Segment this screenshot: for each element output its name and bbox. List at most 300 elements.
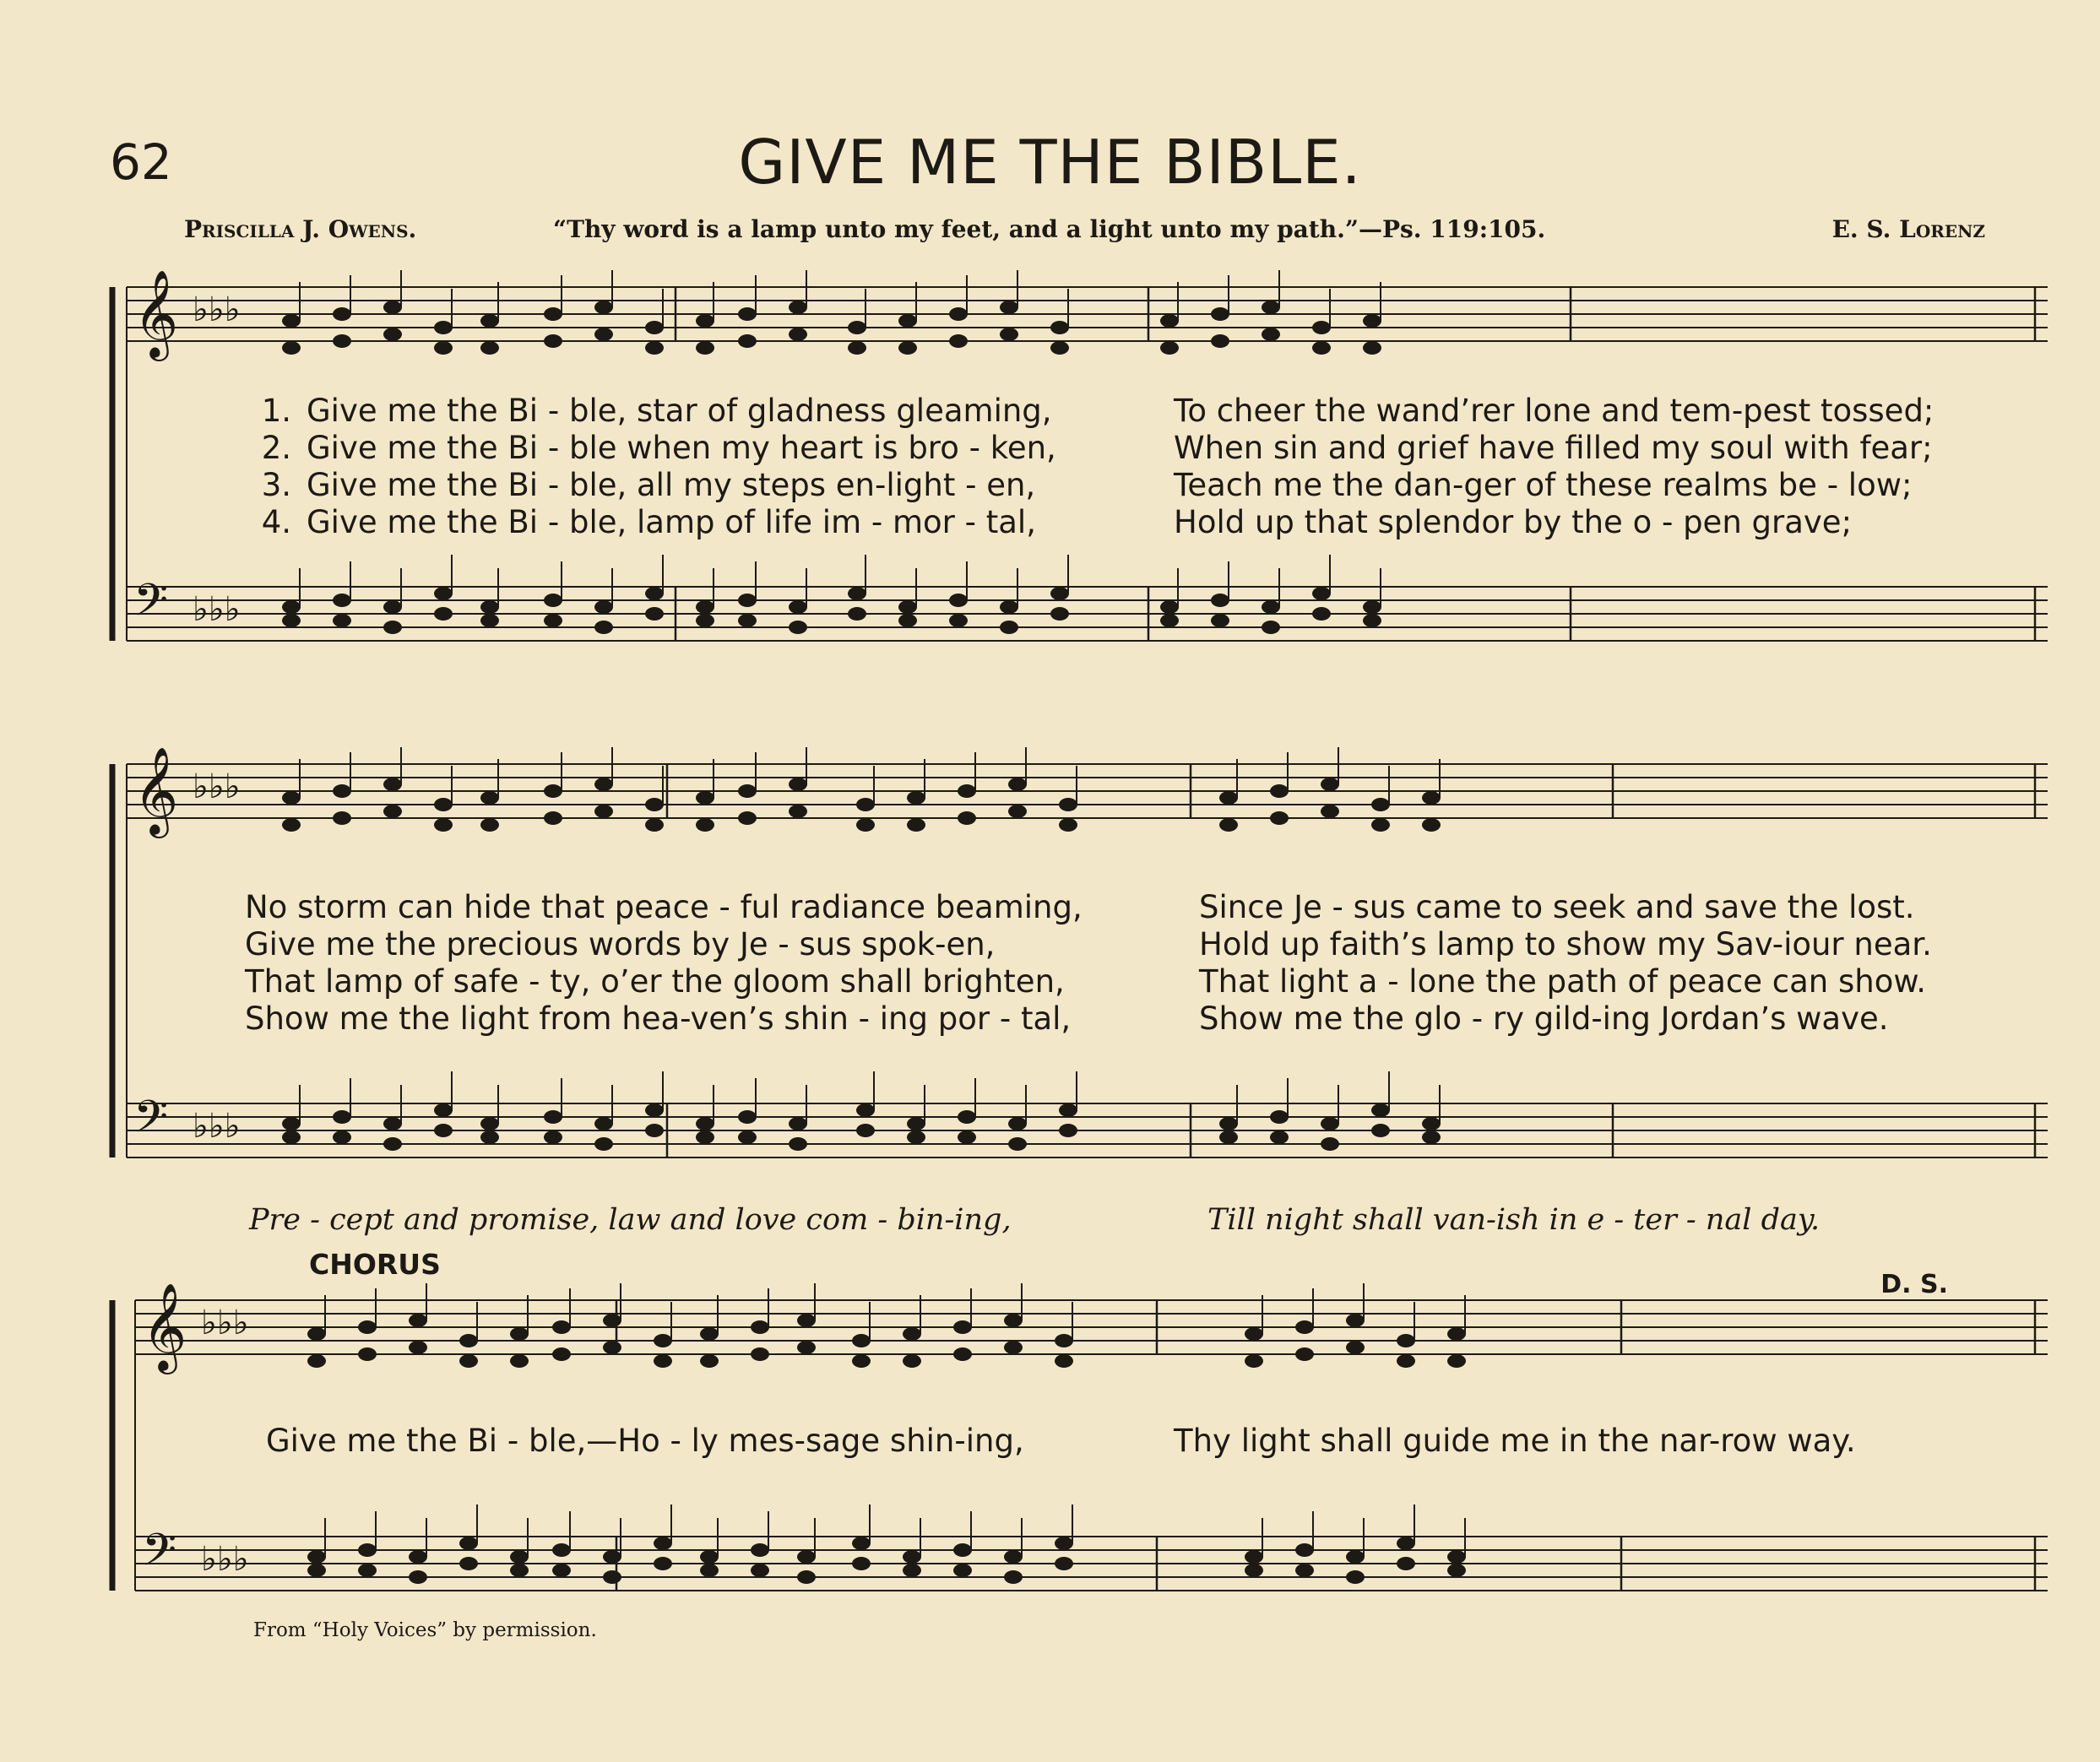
note-head <box>383 328 402 341</box>
verse-line <box>241 467 1035 503</box>
note-head <box>645 587 664 600</box>
note-head <box>700 1327 719 1341</box>
note-head <box>358 1564 377 1577</box>
note-head <box>409 1341 427 1354</box>
note-head <box>383 600 402 614</box>
note-head <box>282 341 301 355</box>
note-head <box>848 587 866 600</box>
verse-number: 4. <box>261 504 291 540</box>
note-head <box>1008 805 1027 818</box>
note-head <box>696 791 714 805</box>
note-head <box>1262 301 1280 314</box>
note-head <box>544 614 562 627</box>
note-head <box>958 811 976 825</box>
note-head <box>1346 1314 1365 1327</box>
note-head <box>544 811 562 825</box>
note-head <box>1371 1103 1390 1117</box>
note-head <box>434 798 453 811</box>
note-head <box>603 1341 621 1354</box>
note-head <box>1363 341 1381 355</box>
note-head <box>953 1543 972 1557</box>
note-head <box>1363 600 1381 614</box>
note-head <box>544 784 562 798</box>
note-head <box>1004 1550 1023 1564</box>
note-head <box>852 1334 871 1347</box>
note-head <box>654 1334 672 1347</box>
lyric-a: Give me the Bi - ble, star of gladness gleaming, <box>307 393 1052 429</box>
note-head <box>594 600 613 614</box>
note-head <box>898 314 917 328</box>
note-head <box>510 1550 529 1564</box>
note-head <box>282 1130 301 1144</box>
note-head <box>1211 594 1229 607</box>
note-head <box>898 614 917 627</box>
note-head <box>1447 1550 1466 1564</box>
note-head <box>958 1130 976 1144</box>
note-head <box>409 1314 427 1327</box>
note-head <box>1000 600 1018 614</box>
key-signature-icon: ♭♭♭ <box>201 1304 249 1342</box>
note-head <box>645 341 664 355</box>
note-head <box>856 818 875 832</box>
note-head <box>282 791 301 805</box>
note-head <box>903 1564 921 1577</box>
lyric-b: That light a - lone the path of peace can show. <box>1199 963 1926 1000</box>
note-head <box>1397 1334 1415 1347</box>
note-head <box>282 600 301 614</box>
music-system-1 <box>106 270 2056 692</box>
note-head <box>1321 1117 1339 1130</box>
note-head <box>751 1564 769 1577</box>
note-head <box>797 1550 816 1564</box>
note-head <box>949 307 968 321</box>
note-head <box>1295 1543 1314 1557</box>
note-head <box>907 1130 925 1144</box>
lyric-a: Give me the precious words by Je - sus spok-en, <box>245 926 996 962</box>
chorus-lyric-a: Give me the Bi - ble,—Ho - ly mes-sage shin-ing, <box>266 1423 1024 1459</box>
music-system-3 <box>106 1283 2056 1604</box>
note-head <box>552 1564 571 1577</box>
lyric-a: That lamp of safe - ty, o’er the gloom shall brighten, <box>245 963 1065 1000</box>
note-head <box>552 1347 571 1361</box>
key-signature-icon: ♭♭♭ <box>193 1107 241 1146</box>
note-head <box>1245 1564 1263 1577</box>
note-head <box>738 594 757 607</box>
verse-number: 2. <box>261 430 291 466</box>
note-head <box>594 1117 613 1130</box>
note-head <box>1050 321 1069 334</box>
note-head <box>852 1537 871 1550</box>
note-head <box>1211 334 1229 348</box>
note-head <box>1295 1347 1314 1361</box>
note-head <box>1050 587 1069 600</box>
lyric-b: To cheer the wand’rer lone and tem-pest tossed; <box>1174 393 1934 429</box>
page-number: 62 <box>110 133 172 191</box>
note-head <box>1008 1117 1027 1130</box>
note-head <box>1346 1341 1365 1354</box>
note-head <box>1059 798 1077 811</box>
note-head <box>903 1327 921 1341</box>
note-head <box>696 1130 714 1144</box>
note-head <box>645 607 664 621</box>
note-head <box>383 805 402 818</box>
note-head <box>696 1117 714 1130</box>
lyric-b: When sin and grief have filled my soul with fear; <box>1174 430 1933 466</box>
note-head <box>949 614 968 627</box>
note-head <box>789 301 807 314</box>
note-head <box>700 1550 719 1564</box>
note-head <box>307 1550 326 1564</box>
note-head <box>480 600 499 614</box>
note-head <box>1245 1354 1263 1368</box>
note-head <box>645 1103 664 1117</box>
note-head <box>700 1564 719 1577</box>
note-head <box>645 321 664 334</box>
note-head <box>333 1110 351 1124</box>
note-head <box>738 784 757 798</box>
note-head <box>1371 818 1390 832</box>
note-head <box>434 341 453 355</box>
note-head <box>696 818 714 832</box>
note-head <box>544 1130 562 1144</box>
note-head <box>1050 607 1069 621</box>
note-head <box>594 1137 613 1151</box>
note-head <box>856 1124 875 1137</box>
note-head <box>282 818 301 832</box>
note-head <box>459 1354 478 1368</box>
note-head <box>797 1314 816 1327</box>
note-head <box>903 1550 921 1564</box>
note-head <box>409 1570 427 1584</box>
note-head <box>1363 614 1381 627</box>
dal-segno-label: D. S. <box>1880 1270 1948 1299</box>
note-head <box>1447 1354 1466 1368</box>
verse-line <box>241 430 1056 466</box>
note-head <box>1055 1537 1073 1550</box>
note-head <box>898 341 917 355</box>
note-head <box>333 614 351 627</box>
note-head <box>1346 1570 1365 1584</box>
note-head <box>1397 1354 1415 1368</box>
note-head <box>1055 1354 1073 1368</box>
note-head <box>1059 818 1077 832</box>
author-credit: Priscilla J. Owens. <box>184 215 417 243</box>
note-head <box>645 1124 664 1137</box>
note-head <box>1363 314 1381 328</box>
note-head <box>1270 1130 1289 1144</box>
note-head <box>510 1564 529 1577</box>
note-head <box>907 1117 925 1130</box>
note-head <box>856 798 875 811</box>
treble-clef-icon: 𝄞 <box>142 1283 187 1371</box>
lyric-b: Teach me the dan-ger of these realms be - low; <box>1174 467 1913 503</box>
note-head <box>848 321 866 334</box>
note-head <box>738 614 757 627</box>
note-head <box>544 594 562 607</box>
note-head <box>333 334 351 348</box>
note-head <box>654 1557 672 1570</box>
note-head <box>434 1103 453 1117</box>
note-head <box>1245 1327 1263 1341</box>
bass-clef-icon: 𝄢 <box>133 1092 169 1154</box>
note-head <box>282 1117 301 1130</box>
note-head <box>282 314 301 328</box>
note-head <box>751 1543 769 1557</box>
note-head <box>358 1543 377 1557</box>
verse-number: 3. <box>261 467 291 503</box>
note-head <box>1295 1564 1314 1577</box>
note-head <box>1008 778 1027 791</box>
verse-line <box>241 393 1052 429</box>
note-head <box>1004 1341 1023 1354</box>
music-system-2 <box>106 747 2056 1254</box>
note-head <box>1262 621 1280 634</box>
note-head <box>696 614 714 627</box>
note-head <box>789 328 807 341</box>
note-head <box>1004 1314 1023 1327</box>
note-head <box>603 1314 621 1327</box>
note-head <box>510 1354 529 1368</box>
note-head <box>953 1564 972 1577</box>
note-head <box>383 301 402 314</box>
lyric-b: Hold up that splendor by the o - pen grave; <box>1174 504 1853 540</box>
note-head <box>738 307 757 321</box>
bass-staff <box>127 1092 2048 1157</box>
note-head <box>333 307 351 321</box>
note-head <box>1055 1557 1073 1570</box>
note-head <box>1321 805 1339 818</box>
note-head <box>1422 1130 1441 1144</box>
lyric-a: No storm can hide that peace - ful radiance beaming, <box>245 889 1083 925</box>
treble-clef-icon: 𝄞 <box>133 270 179 358</box>
note-head <box>1312 587 1331 600</box>
lyric-a: Give me the Bi - ble, lamp of life im - mor - tal, <box>307 504 1036 540</box>
note-head <box>949 334 968 348</box>
note-head <box>789 805 807 818</box>
note-head <box>1219 1117 1238 1130</box>
note-head <box>789 1117 807 1130</box>
verse-number: 1. <box>261 393 291 429</box>
note-head <box>1008 1137 1027 1151</box>
note-head <box>307 1564 326 1577</box>
note-head <box>1295 1320 1314 1334</box>
note-head <box>856 1103 875 1117</box>
note-head <box>738 811 757 825</box>
note-head <box>696 341 714 355</box>
note-head <box>480 314 499 328</box>
note-head <box>898 600 917 614</box>
treble-clef-icon: 𝄞 <box>133 747 179 835</box>
note-head <box>333 594 351 607</box>
note-head <box>603 1550 621 1564</box>
note-head <box>1160 341 1179 355</box>
key-signature-icon: ♭♭♭ <box>193 767 241 806</box>
note-head <box>383 1117 402 1130</box>
note-head <box>848 341 866 355</box>
note-head <box>552 1320 571 1334</box>
note-head <box>1004 1570 1023 1584</box>
note-head <box>594 621 613 634</box>
note-head <box>1270 784 1289 798</box>
lyric-b: Since Je - sus came to seek and save the lost. <box>1199 889 1915 925</box>
composer-credit: E. S. Lorenz <box>1831 215 1985 243</box>
permission-credit: From “Holy Voices” by permission. <box>253 1619 597 1641</box>
chorus-lyric-b: Thy light shall guide me in the nar-row way. <box>1174 1423 1856 1459</box>
note-head <box>358 1320 377 1334</box>
note-head <box>738 1130 757 1144</box>
note-head <box>1219 818 1238 832</box>
note-head <box>1397 1557 1415 1570</box>
lyric-a: Give me the Bi - ble when my heart is bro - ken, <box>307 430 1056 466</box>
note-head <box>1219 1130 1238 1144</box>
note-head <box>434 607 453 621</box>
note-head <box>459 1557 478 1570</box>
note-head <box>1422 1117 1441 1130</box>
note-head <box>480 341 499 355</box>
note-head <box>409 1550 427 1564</box>
note-head <box>544 1110 562 1124</box>
refrain-lyric-b: Till night shall van-ish in e - ter - nal day. <box>1207 1203 1821 1237</box>
note-head <box>544 307 562 321</box>
note-head <box>751 1347 769 1361</box>
note-head <box>1160 614 1179 627</box>
note-head <box>434 321 453 334</box>
note-head <box>282 614 301 627</box>
note-head <box>434 587 453 600</box>
note-head <box>459 1334 478 1347</box>
note-head <box>1211 614 1229 627</box>
note-head <box>480 1130 499 1144</box>
treble-staff <box>135 1283 2048 1374</box>
note-head <box>594 805 613 818</box>
note-head <box>953 1320 972 1334</box>
note-head <box>383 1137 402 1151</box>
note-head <box>797 1570 816 1584</box>
note-head <box>434 1124 453 1137</box>
note-head <box>797 1341 816 1354</box>
note-head <box>333 784 351 798</box>
note-head <box>1371 798 1390 811</box>
note-head <box>1160 314 1179 328</box>
note-head <box>1321 778 1339 791</box>
bass-clef-icon: 𝄢 <box>142 1525 177 1587</box>
note-head <box>1000 328 1018 341</box>
page-title: GIVE ME THE BIBLE. <box>738 127 1362 198</box>
note-head <box>1422 791 1441 805</box>
note-head <box>594 778 613 791</box>
note-head <box>738 1110 757 1124</box>
note-head <box>434 818 453 832</box>
note-head <box>383 778 402 791</box>
note-head <box>1245 1550 1263 1564</box>
note-head <box>594 328 613 341</box>
verse-line <box>241 504 1036 540</box>
note-head <box>958 784 976 798</box>
note-head <box>907 818 925 832</box>
note-head <box>751 1320 769 1334</box>
treble-staff <box>127 270 2048 361</box>
note-head <box>789 600 807 614</box>
key-signature-icon: ♭♭♭ <box>193 290 241 329</box>
note-head <box>1312 607 1331 621</box>
note-head <box>645 818 664 832</box>
note-head <box>1219 791 1238 805</box>
note-head <box>358 1347 377 1361</box>
note-head <box>1321 1137 1339 1151</box>
note-head <box>789 778 807 791</box>
note-head <box>1000 621 1018 634</box>
note-head <box>552 1543 571 1557</box>
note-head <box>1059 1103 1077 1117</box>
note-head <box>1055 1334 1073 1347</box>
note-head <box>953 1347 972 1361</box>
note-head <box>696 600 714 614</box>
note-head <box>1059 1124 1077 1137</box>
note-head <box>1050 341 1069 355</box>
note-head <box>594 301 613 314</box>
chorus-label: CHORUS <box>309 1248 441 1281</box>
lyric-a: Show me the light from hea-ven’s shin - ing por - tal, <box>245 1000 1072 1037</box>
note-head <box>333 1130 351 1144</box>
note-head <box>383 621 402 634</box>
note-head <box>1160 600 1179 614</box>
note-head <box>645 798 664 811</box>
note-head <box>907 791 925 805</box>
lyric-b: Hold up faith’s lamp to show my Sav-iour near. <box>1199 926 1932 962</box>
bass-staff <box>127 575 2048 641</box>
note-head <box>738 334 757 348</box>
note-head <box>459 1537 478 1550</box>
note-head <box>700 1354 719 1368</box>
note-head <box>307 1354 326 1368</box>
note-head <box>1371 1124 1390 1137</box>
key-signature-icon: ♭♭♭ <box>201 1540 249 1579</box>
note-head <box>903 1354 921 1368</box>
note-head <box>1262 328 1280 341</box>
note-head <box>1312 321 1331 334</box>
note-head <box>696 314 714 328</box>
note-head <box>307 1327 326 1341</box>
note-head <box>510 1327 529 1341</box>
note-head <box>852 1557 871 1570</box>
note-head <box>1397 1537 1415 1550</box>
note-head <box>480 614 499 627</box>
key-signature-icon: ♭♭♭ <box>193 590 241 629</box>
note-head <box>1000 301 1018 314</box>
note-head <box>1211 307 1229 321</box>
note-head <box>480 1117 499 1130</box>
note-head <box>1270 811 1289 825</box>
note-head <box>1270 1110 1289 1124</box>
note-head <box>1422 818 1441 832</box>
note-head <box>654 1354 672 1368</box>
note-head <box>480 818 499 832</box>
bass-clef-icon: 𝄢 <box>133 575 169 637</box>
note-head <box>789 1137 807 1151</box>
note-head <box>480 791 499 805</box>
note-head <box>949 594 968 607</box>
note-head <box>958 1110 976 1124</box>
note-head <box>654 1537 672 1550</box>
note-head <box>1312 341 1331 355</box>
note-head <box>544 334 562 348</box>
refrain-lyric-a: Pre - cept and promise, law and love com - bin-ing, <box>249 1203 1012 1237</box>
note-head <box>848 607 866 621</box>
note-head <box>1447 1564 1466 1577</box>
note-head <box>333 811 351 825</box>
note-head <box>1346 1550 1365 1564</box>
treble-staff <box>127 747 2048 838</box>
